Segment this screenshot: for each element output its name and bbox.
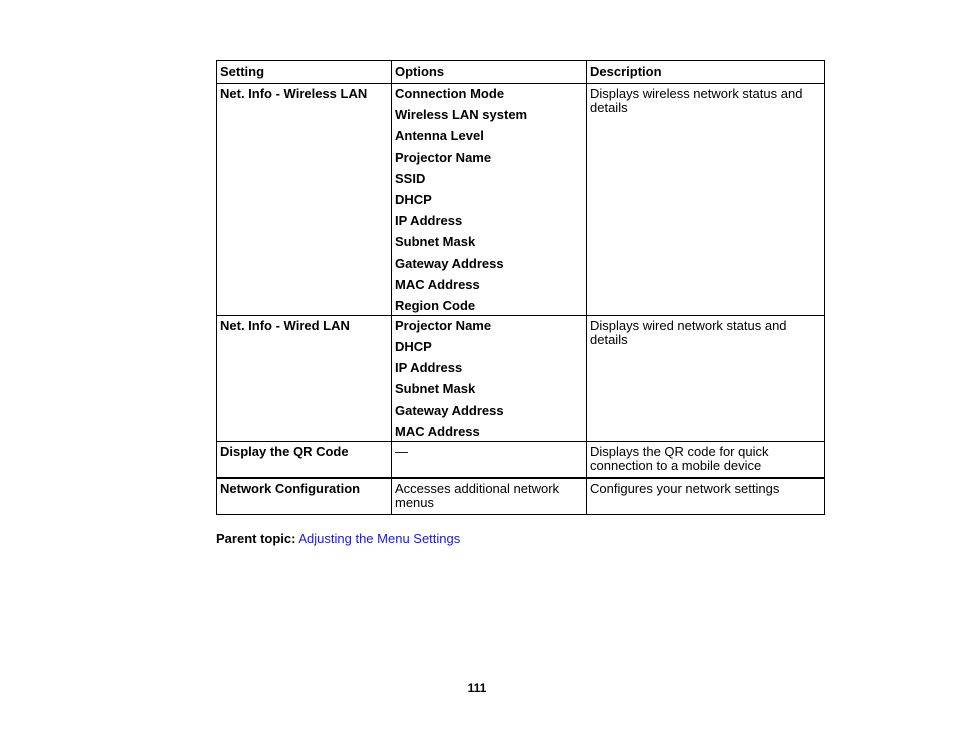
table-row <box>217 84 825 316</box>
table-row <box>217 441 825 478</box>
options-cell <box>392 315 587 441</box>
options-cell <box>392 84 587 316</box>
option-item: Connection Mode <box>395 86 505 101</box>
setting-cell: Network Configuration <box>217 478 392 515</box>
setting-cell: Net. Info - Wired LAN <box>217 315 392 441</box>
parent-topic-label: Parent topic: <box>216 531 296 546</box>
page-number: 111 <box>467 681 487 695</box>
parent-topic <box>216 531 460 546</box>
option-item: DHCP <box>395 191 432 207</box>
options-cell: — <box>392 441 587 478</box>
option-item: MAC Address <box>395 276 480 292</box>
option-item: Gateway Address <box>395 402 504 418</box>
option-item: IP Address <box>395 360 463 376</box>
option-item: Subnet Mask <box>395 234 476 250</box>
table-row <box>217 478 825 515</box>
description-cell: Configures your network settings <box>587 478 825 515</box>
description-cell: Displays the QR code for quick connection to a mobile device <box>587 441 825 478</box>
option-item: MAC Address <box>395 423 480 439</box>
header-description: Description <box>587 61 825 84</box>
table-header-row <box>217 61 825 84</box>
description-cell: Displays wireless network status and details <box>587 84 825 316</box>
setting-cell: Net. Info - Wireless LAN <box>217 84 392 316</box>
option-item: DHCP <box>395 339 432 355</box>
setting-cell: Display the QR Code <box>217 441 392 478</box>
option-item: Projector Name <box>395 317 492 333</box>
option-item: Wireless LAN system <box>395 107 528 123</box>
option-item: SSID <box>395 170 426 186</box>
option-item: Subnet Mask <box>395 381 476 397</box>
settings-table <box>216 60 825 515</box>
table-row <box>217 315 825 441</box>
option-item: IP Address <box>395 213 463 229</box>
header-options: Options <box>392 61 587 84</box>
option-item: Projector Name <box>395 149 492 165</box>
header-setting: Setting <box>217 61 392 84</box>
parent-topic-link[interactable]: Adjusting the Menu Settings <box>298 531 461 546</box>
description-cell: Displays wired network status and details <box>587 315 825 441</box>
option-item: Antenna Level <box>395 128 484 144</box>
options-cell: Accesses additional network menus <box>392 478 587 515</box>
option-item: Region Code <box>395 297 476 313</box>
option-item: Gateway Address <box>395 255 504 271</box>
